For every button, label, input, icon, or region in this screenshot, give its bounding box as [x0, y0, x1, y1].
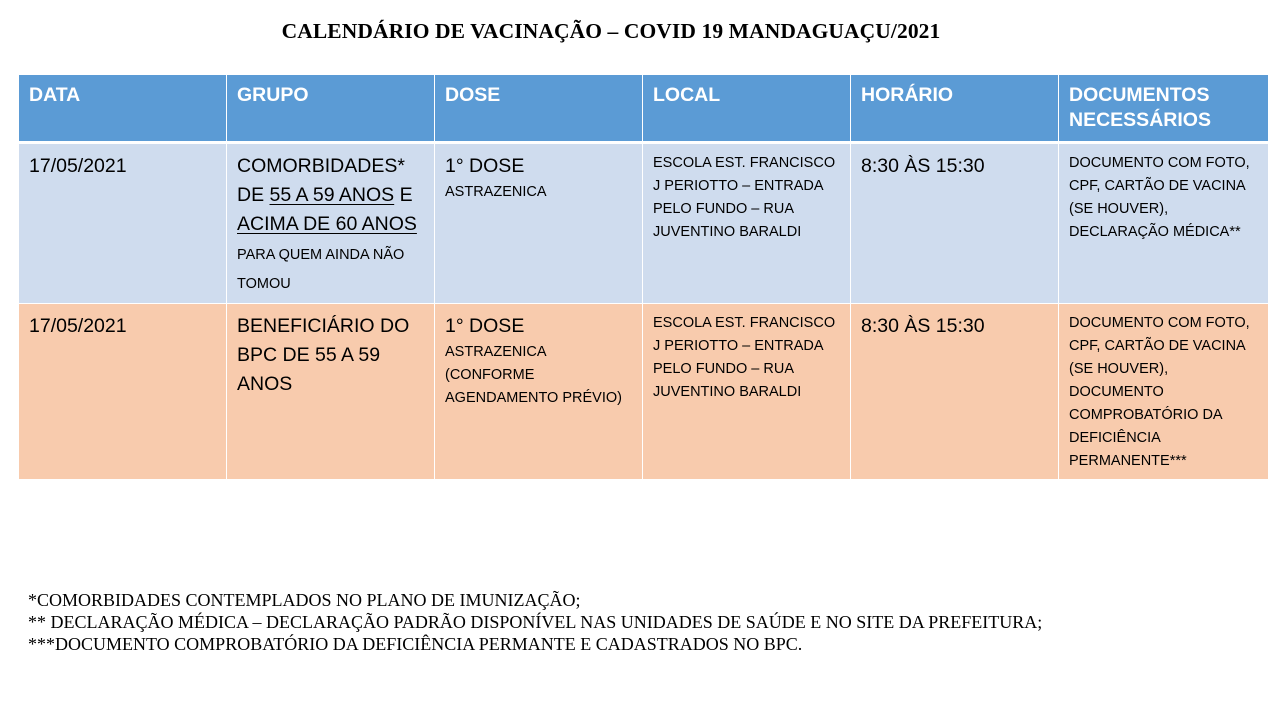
cell-grupo — [227, 143, 435, 304]
group-text-part2: E — [394, 184, 413, 206]
local-text: ESCOLA EST. FRANCISCO J PERIOTTO – ENTRADA PELO FUNDO – RUA JUVENTINO BARALDI — [653, 315, 836, 400]
table-row — [19, 304, 1269, 480]
footnote-documento-comprobatorio: ***DOCUMENTO COMPROBATÓRIO DA DEFICIÊNCIA PERMANTE E CADASTRADOS NO BPC. — [28, 634, 803, 654]
cell-local — [643, 143, 851, 304]
cell-dose — [435, 304, 643, 480]
date-text: 17/05/2021 — [29, 155, 127, 177]
local-text: ESCOLA EST. FRANCISCO J PERIOTTO – ENTRADA PELO FUNDO – RUA JUVENTINO BARALDI — [653, 155, 836, 240]
header-grupo: GRUPO — [227, 75, 435, 143]
header-dose: DOSE — [435, 75, 643, 143]
dose-text: 1° DOSE — [445, 155, 525, 177]
horario-text: 8:30 ÀS 15:30 — [861, 155, 985, 177]
cell-data — [19, 304, 227, 480]
group-text-part1: COMORBIDADES* DE — [237, 155, 405, 206]
page-title: CALENDÁRIO DE VACINAÇÃO – COVID 19 MANDAGUAÇU/2021 — [281, 19, 941, 43]
cell-documentos — [1059, 143, 1269, 304]
header-horario: HORÁRIO — [851, 75, 1059, 143]
group-above-60-underlined: ACIMA DE 60 ANOS — [237, 213, 417, 235]
header-documentos: DOCUMENTOS NECESSÁRIOS — [1059, 75, 1269, 143]
header-local: LOCAL — [643, 75, 851, 143]
group-note-small: PARA QUEM AINDA NÃO TOMOU — [237, 247, 405, 292]
date-text: 17/05/2021 — [29, 315, 127, 337]
table-row — [19, 143, 1269, 304]
horario-text: 8:30 ÀS 15:30 — [861, 315, 985, 337]
cell-horario — [851, 304, 1059, 480]
cell-documentos — [1059, 304, 1269, 480]
group-text — [237, 155, 417, 293]
dose-detail: ASTRAZENICA — [445, 184, 547, 200]
footnote-declaracao-medica: ** DECLARAÇÃO MÉDICA – DECLARAÇÃO PADRÃO DISPONÍVEL NAS UNIDADES DE SAÚDE E NO SITE DA PREFEITURA; — [28, 612, 1043, 632]
header-data: DATA — [19, 75, 227, 143]
vaccination-schedule-table — [18, 75, 1269, 479]
cell-data — [19, 143, 227, 304]
footnotes — [28, 589, 1042, 655]
documentos-text: DOCUMENTO COM FOTO, CPF, CARTÃO DE VACINA (SE HOUVER), DOCUMENTO COMPROBATÓRIO DA DEFICIÊNCIA PERMANENTE*** — [1069, 315, 1250, 469]
group-age-range-underlined: 55 A 59 ANOS — [269, 184, 395, 206]
table-header-row — [19, 75, 1269, 143]
documentos-text: DOCUMENTO COM FOTO, CPF, CARTÃO DE VACINA (SE HOUVER), DECLARAÇÃO MÉDICA** — [1069, 155, 1250, 240]
dose-detail: ASTRAZENICA (CONFORME AGENDAMENTO PRÉVIO) — [445, 344, 622, 406]
cell-grupo — [227, 304, 435, 480]
footnote-comorbidades: *COMORBIDADES CONTEMPLADOS NO PLANO DE IMUNIZAÇÃO; — [28, 590, 581, 610]
cell-local — [643, 304, 851, 480]
cell-horario — [851, 143, 1059, 304]
group-text: BENEFICIÁRIO DO BPC DE 55 A 59 ANOS — [237, 315, 410, 395]
cell-dose — [435, 143, 643, 304]
dose-text: 1° DOSE — [445, 315, 525, 337]
